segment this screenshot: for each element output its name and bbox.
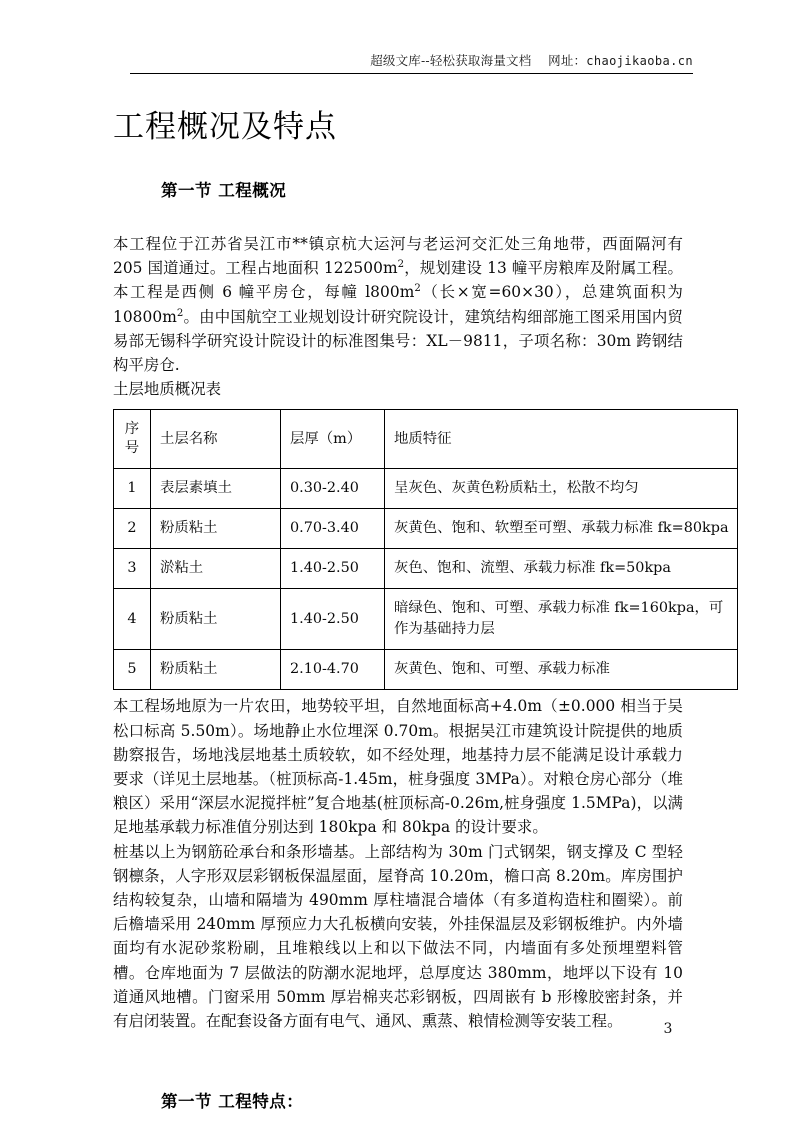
table-row <box>114 549 738 589</box>
cell-thickness: 0.70-3.40 <box>281 509 385 549</box>
par1-superscript-2: 2 <box>414 283 421 295</box>
paragraph-structure-description: 桩基以上为钢筋砼承台和条形墙基。上部结构为 30m 门式钢架，钢支撑及 C 型轻钢檩条，人字形双层彩钢板保温屋面，屋脊高 10.20m，檐口高 8.20m。库房围护结构较复杂，山墙和隔墙为 490mm 厚柱墙混合墙体（有多道构造柱和圈梁）。前后檐墙采用 240mm 厚预应力大孔板横向安装，外挂保温层及彩钢板维护。内外墙面均有水泥砂浆粉刷，且堆粮线以上和以下做法不同，内墙面有多处预埋塑料管槽。仓库地面为 7 层做法的防潮水泥地坪，总厚度达 380mm，地坪以下设有 10 道通风地槽。门窗采用 50mm 厚岩棉夹芯彩钢板，四周嵌有 b 形橡胶密封条，并有启闭装置。在配套设备方面有电气、通风、熏蒸、粮情检测等安装工程。 <box>113 842 683 1031</box>
header-divider <box>130 73 693 74</box>
table-header-row-group <box>114 410 738 469</box>
par1-segment-4: 。由中国航空工业规划设计研究院设计，建筑结构细部施工图采用国内贸易部无锡科学研究设计院设计的标准图集号：XL－9811，子项名称：30m 跨钢结构平房仓. <box>113 307 683 375</box>
column-header-index-line2: 号 <box>124 440 140 457</box>
cell-name: 粉质粘土 <box>151 509 281 549</box>
cell-feature: 灰色、饱和、流塑、承载力标准 fk=50kpa <box>385 549 738 589</box>
header-text-line <box>130 52 693 70</box>
par1-superscript-3: 2 <box>176 307 184 319</box>
header-site-name: 超级文库--轻松获取海量文档 <box>370 53 532 68</box>
page-title: 工程概况及特点 <box>113 109 337 145</box>
soil-layer-table <box>113 409 738 690</box>
par1-segment-1: 本工程位于江苏省吴江市**镇京杭大运河与老运河交汇处三角地带，西面隔河有 205 国道通过。工程占地面积 122500m <box>113 235 683 278</box>
column-header-thickness: 层厚（m） <box>281 410 385 469</box>
page-number: 3 <box>663 1021 673 1037</box>
cell-index: 4 <box>114 589 151 650</box>
cell-index: 1 <box>114 469 151 509</box>
cell-index: 5 <box>114 650 151 690</box>
cell-index: 2 <box>114 509 151 549</box>
page-header <box>130 52 693 70</box>
par1-segment-3: （长×宽=60×30），总建筑面积为 10800m <box>113 283 683 326</box>
table-caption: 土层地质概况表 <box>113 380 222 399</box>
cell-name: 淤粘土 <box>151 549 281 589</box>
section-heading-one: 第一节 工程概况 <box>161 181 287 200</box>
table-body <box>114 469 738 690</box>
table-row <box>114 589 738 650</box>
table-row <box>114 509 738 549</box>
table-row <box>114 650 738 690</box>
cell-thickness: 1.40-2.50 <box>281 549 385 589</box>
cell-feature: 呈灰色、灰黄色粉质粘土，松散不均匀 <box>385 469 738 509</box>
section-heading-two: 第一节 工程特点： <box>161 1092 304 1112</box>
cell-name: 粉质粘土 <box>151 650 281 690</box>
column-header-name: 土层名称 <box>151 410 281 469</box>
column-header-index <box>114 410 151 469</box>
cell-thickness: 0.30-2.40 <box>281 469 385 509</box>
document-body <box>113 104 729 1115</box>
par1-superscript-1: 2 <box>397 259 405 271</box>
column-header-feature: 地质特征 <box>385 410 738 469</box>
header-url-label: 网址： <box>548 53 587 68</box>
paragraph-project-overview <box>113 232 683 377</box>
cell-thickness: 1.40-2.50 <box>281 589 385 650</box>
cell-name: 粉质粘土 <box>151 589 281 650</box>
cell-feature: 暗绿色、饱和、可塑、承载力标准 fk=160kpa，可作为基础持力层 <box>385 589 738 650</box>
cell-feature: 灰黄色、饱和、软塑至可塑、承载力标准 fk=80kpa <box>385 509 738 549</box>
table-header-row <box>114 410 738 469</box>
paragraph-site-conditions: 本工程场地原为一片农田，地势较平坦，自然地面标高+4.0m（±0.000 相当于吴松口标高 5.50m）。场地静止水位埋深 0.70m。根据吴江市建筑设计院提供的地质勘察报告，场地浅层地基土质较软，如不经处理，地基持力层不能满足设计承载力要求（详见土层地基。（桩顶标高-1.45m，桩身强度 3MPa）。对粮仓房心部分（堆粮区）采用“深层水泥搅拌桩”复合地基(桩顶标高-0.26m,桩身强度 1.5MPa)，以满足地基承载力标准值分别达到 180kpa 和 80kpa 的设计要求。 <box>113 697 683 837</box>
column-header-index-line1: 序 <box>124 421 140 438</box>
cell-feature: 灰黄色、饱和、可塑、承载力标准 <box>385 650 738 690</box>
par1-segment-2: ，规划建设 13 幢平房粮库及附属工程。本工程是西侧 6 幢平房仓，每幢 l800m <box>113 259 683 302</box>
cell-thickness: 2.10-4.70 <box>281 650 385 690</box>
cell-name: 表层素填土 <box>151 469 281 509</box>
cell-index: 3 <box>114 549 151 589</box>
table-row <box>114 469 738 509</box>
header-url: chaojikaoba.cn <box>586 54 693 68</box>
